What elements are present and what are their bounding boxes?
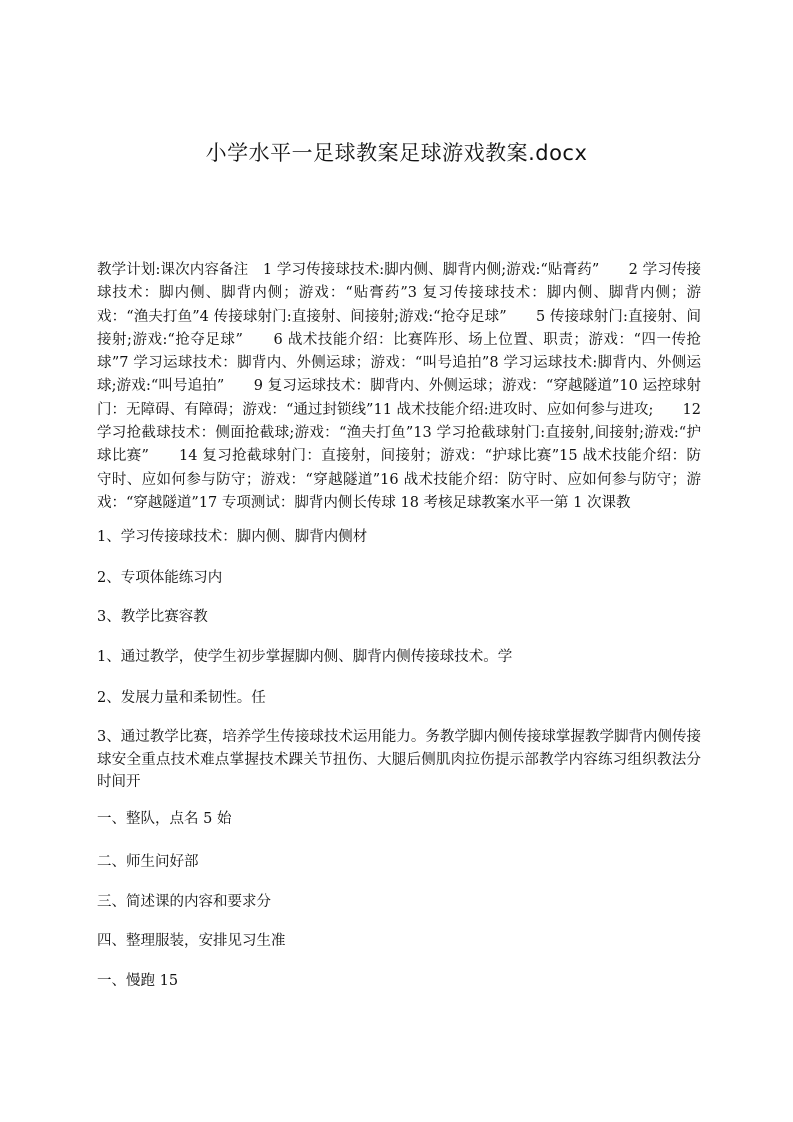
teaching-plan-paragraph: 教学计划:课次内容备注 1 学习传接球技术:脚内侧、脚背内侧;游戏:“贴膏药” 2 学习传接球技术：脚内侧、脚背内侧；游戏：“贴膏药”3 复习传接球技术：脚内侧、脚背内侧；游戏：“渔夫打鱼”4 传接球射门:直接射、间接射;游戏:“抢夺足球” 5 传接球射门:直接射、间接射;游戏:“抢夺足球” 6 战术技能介绍：比赛阵形、场上位置、职责；游戏：“四一传抢球”7 学习运球技术：脚背内、外侧运球；游戏：“叫号追拍”8 学习运球技术:脚背内、外侧运球;游戏:“叫号追拍” 9 复习运球技术：脚背内、外侧运球；游戏：“穿越隧道”10 运控球射门：无障碍、有障碍；游戏：“通过封锁线”11 战术技能介绍:进攻时、应如何参与进攻; 12 学习抢截球技术：侧面抢截球;游戏：“渔夫打鱼”13 学习抢截球射门:直接射,间接射;游戏:“护球比赛” 14 复习抢截球射门：直接射，间接射；游戏：“护球比赛”15 战术技能介绍：防守时、应如何参与防守；游戏：“穿越隧道”16 战术技能介绍：防守时、应如何参与防守；游戏：“穿越隧道”17 专项测试：脚背内侧长传球 18 考核足球教案水平一第 1 次课教 bbox=[97, 262, 701, 511]
procedure-step-2: 二、师生问好部 bbox=[97, 854, 199, 870]
content-item-3: 3、教学比赛容教 bbox=[97, 609, 208, 625]
warmup-step-1: 一、慢跑 15 bbox=[97, 973, 179, 989]
content-item-1: 1、学习传接球技术：脚内侧、脚背内侧材 bbox=[97, 529, 368, 545]
objective-item-2: 2、发展力量和柔韧性。任 bbox=[97, 690, 266, 706]
procedure-step-1: 一、整队，点名 5 始 bbox=[97, 811, 232, 827]
procedure-step-3: 三、简述课的内容和要求分 bbox=[97, 894, 271, 910]
content-item-2: 2、专项体能练习内 bbox=[97, 570, 223, 586]
objective-item-3: 3、通过教学比赛，培养学生传接球技术运用能力。务教学脚内侧传接球掌握教学脚背内侧传接球安全重点技术难点掌握技术踝关节扭伤、大腿后侧肌肉拉伤提示部教学内容练习组织教法分时间开 bbox=[97, 729, 701, 790]
objective-item-1: 1、通过教学，使学生初步掌握脚内侧、脚背内侧传接球技术。学 bbox=[97, 649, 513, 665]
procedure-step-4: 四、整理服装，安排见习生准 bbox=[97, 933, 286, 949]
document-title: 小学水平一足球教案足球游戏教案.docx bbox=[205, 141, 588, 165]
